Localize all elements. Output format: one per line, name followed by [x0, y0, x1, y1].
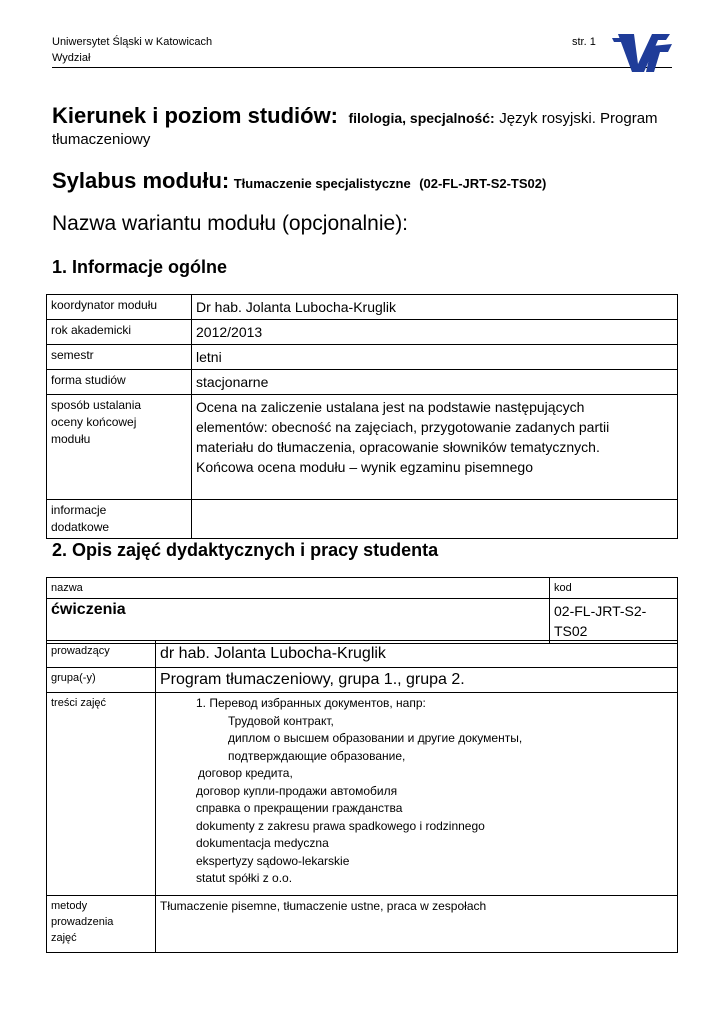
module-name: Tłumaczenie specjalistyczne [233, 176, 411, 191]
name-label: nazwa [47, 578, 550, 599]
specialty-value: Język rosyjski. Program [499, 110, 658, 127]
key-line: sposób ustalania [51, 398, 142, 412]
label-line: prowadzenia [51, 916, 114, 928]
table-row [47, 578, 678, 599]
code-line: TS02 [554, 623, 588, 639]
study-field-label: Kierunek i poziom studiów: [52, 103, 339, 128]
activity-details-table [46, 640, 678, 953]
key-line: informacje [51, 503, 107, 517]
page-number: str. 1 [572, 36, 596, 48]
methods-label [47, 896, 156, 953]
specialty-continuation: tłumaczeniowy [52, 131, 151, 148]
content-line: подтверждающие образование, [228, 748, 406, 763]
activity-code [550, 599, 678, 644]
table-row [47, 395, 678, 500]
content-line: dokumenty z zakresu prawa spadkowego i rodzinnego [196, 818, 485, 833]
content-line: statut spółki z o.o. [196, 871, 293, 885]
university-name: Uniwersytet Śląski w Katowicach [52, 36, 213, 48]
activity-name: ćwiczenia [47, 599, 550, 644]
table-row [47, 345, 678, 370]
key-line: oceny końcowej [51, 415, 137, 429]
faculty-name: Wydział [52, 52, 91, 64]
content-line: диплом о высшем образовании и другие документы, [228, 731, 523, 745]
value-line: materiału do tłumaczenia, opracowanie słowników tematycznych. [196, 439, 600, 455]
table-cell-value: letni [192, 345, 678, 370]
content-line: справка о прекращении гражданства [196, 801, 403, 815]
table-cell-value: 2012/2013 [192, 320, 678, 345]
syllabus-title [52, 168, 546, 194]
table-row [47, 599, 678, 644]
content-value [156, 693, 678, 896]
instructor-value: dr hab. Jolanta Lubocha-Kruglik [156, 641, 678, 668]
table-row [47, 896, 678, 953]
study-field-value: filologia, specjalność: [348, 110, 495, 126]
section2-heading: 2. Opis zajęć dydaktycznych i pracy studenta [52, 540, 439, 560]
code-line: 02-FL-JRT-S2- [554, 603, 647, 619]
table-cell-value [192, 395, 678, 500]
syllabus-label: Sylabus modułu: [52, 168, 230, 193]
header-divider [52, 67, 672, 68]
key-line: dodatkowe [51, 520, 110, 534]
content-line: dokumentacja medyczna [196, 836, 329, 850]
section1-heading: 1. Informacje ogólne [52, 257, 228, 277]
instructor-label: prowadzący [47, 641, 156, 668]
table-row [47, 641, 678, 668]
study-field-title [52, 103, 658, 129]
table-row [47, 295, 678, 320]
table-row [47, 693, 678, 896]
content-line: договор кредита, [198, 766, 293, 780]
code-label: kod [550, 578, 678, 599]
university-logo-icon [612, 30, 676, 76]
table-cell-value: Dr hab. Jolanta Lubocha-Kruglik [192, 295, 678, 320]
content-line: 1. Перевод избранных документов, напр: [196, 696, 426, 710]
activity-name-table [46, 577, 678, 644]
value-line: Końcowa ocena modułu – wynik egzaminu pisemnego [196, 459, 533, 475]
general-info-table [46, 294, 678, 539]
module-code: (02-FL-JRT-S2-TS02) [419, 176, 547, 191]
table-cell-key [47, 500, 192, 539]
groups-label: grupa(-y) [47, 668, 156, 693]
table-cell-key: forma studiów [47, 370, 192, 395]
value-line: Ocena na zaliczenie ustalana jest na podstawie następujących [196, 399, 585, 415]
table-cell-key: koordynator modułu [47, 295, 192, 320]
methods-value: Tłumaczenie pisemne, tłumaczenie ustne, praca w zespołach [156, 896, 678, 953]
table-row [47, 668, 678, 693]
variant-title: Nazwa wariantu modułu (opcjonalnie): [52, 212, 409, 235]
table-cell-key: semestr [47, 345, 192, 370]
label-line: zajęć [51, 932, 77, 944]
groups-value: Program tłumaczeniowy, grupa 1., grupa 2. [156, 668, 678, 693]
content-line: ekspertyzy sądowo-lekarskie [196, 853, 350, 868]
value-line: elementów: obecność na zajęciach, przygotowanie zadanych partii [196, 419, 610, 435]
key-line: modułu [51, 432, 91, 446]
table-cell-value [192, 500, 678, 539]
content-line: Трудовой контракт, [228, 713, 334, 728]
table-row [47, 320, 678, 345]
table-row [47, 370, 678, 395]
table-cell-value: stacjonarne [192, 370, 678, 395]
content-line: договор купли-продажи автомобиля [196, 783, 398, 798]
table-cell-key [47, 395, 192, 500]
label-line: metody [51, 900, 88, 912]
table-row [47, 500, 678, 539]
content-label: treści zajęć [47, 693, 156, 896]
table-cell-key: rok akademicki [47, 320, 192, 345]
